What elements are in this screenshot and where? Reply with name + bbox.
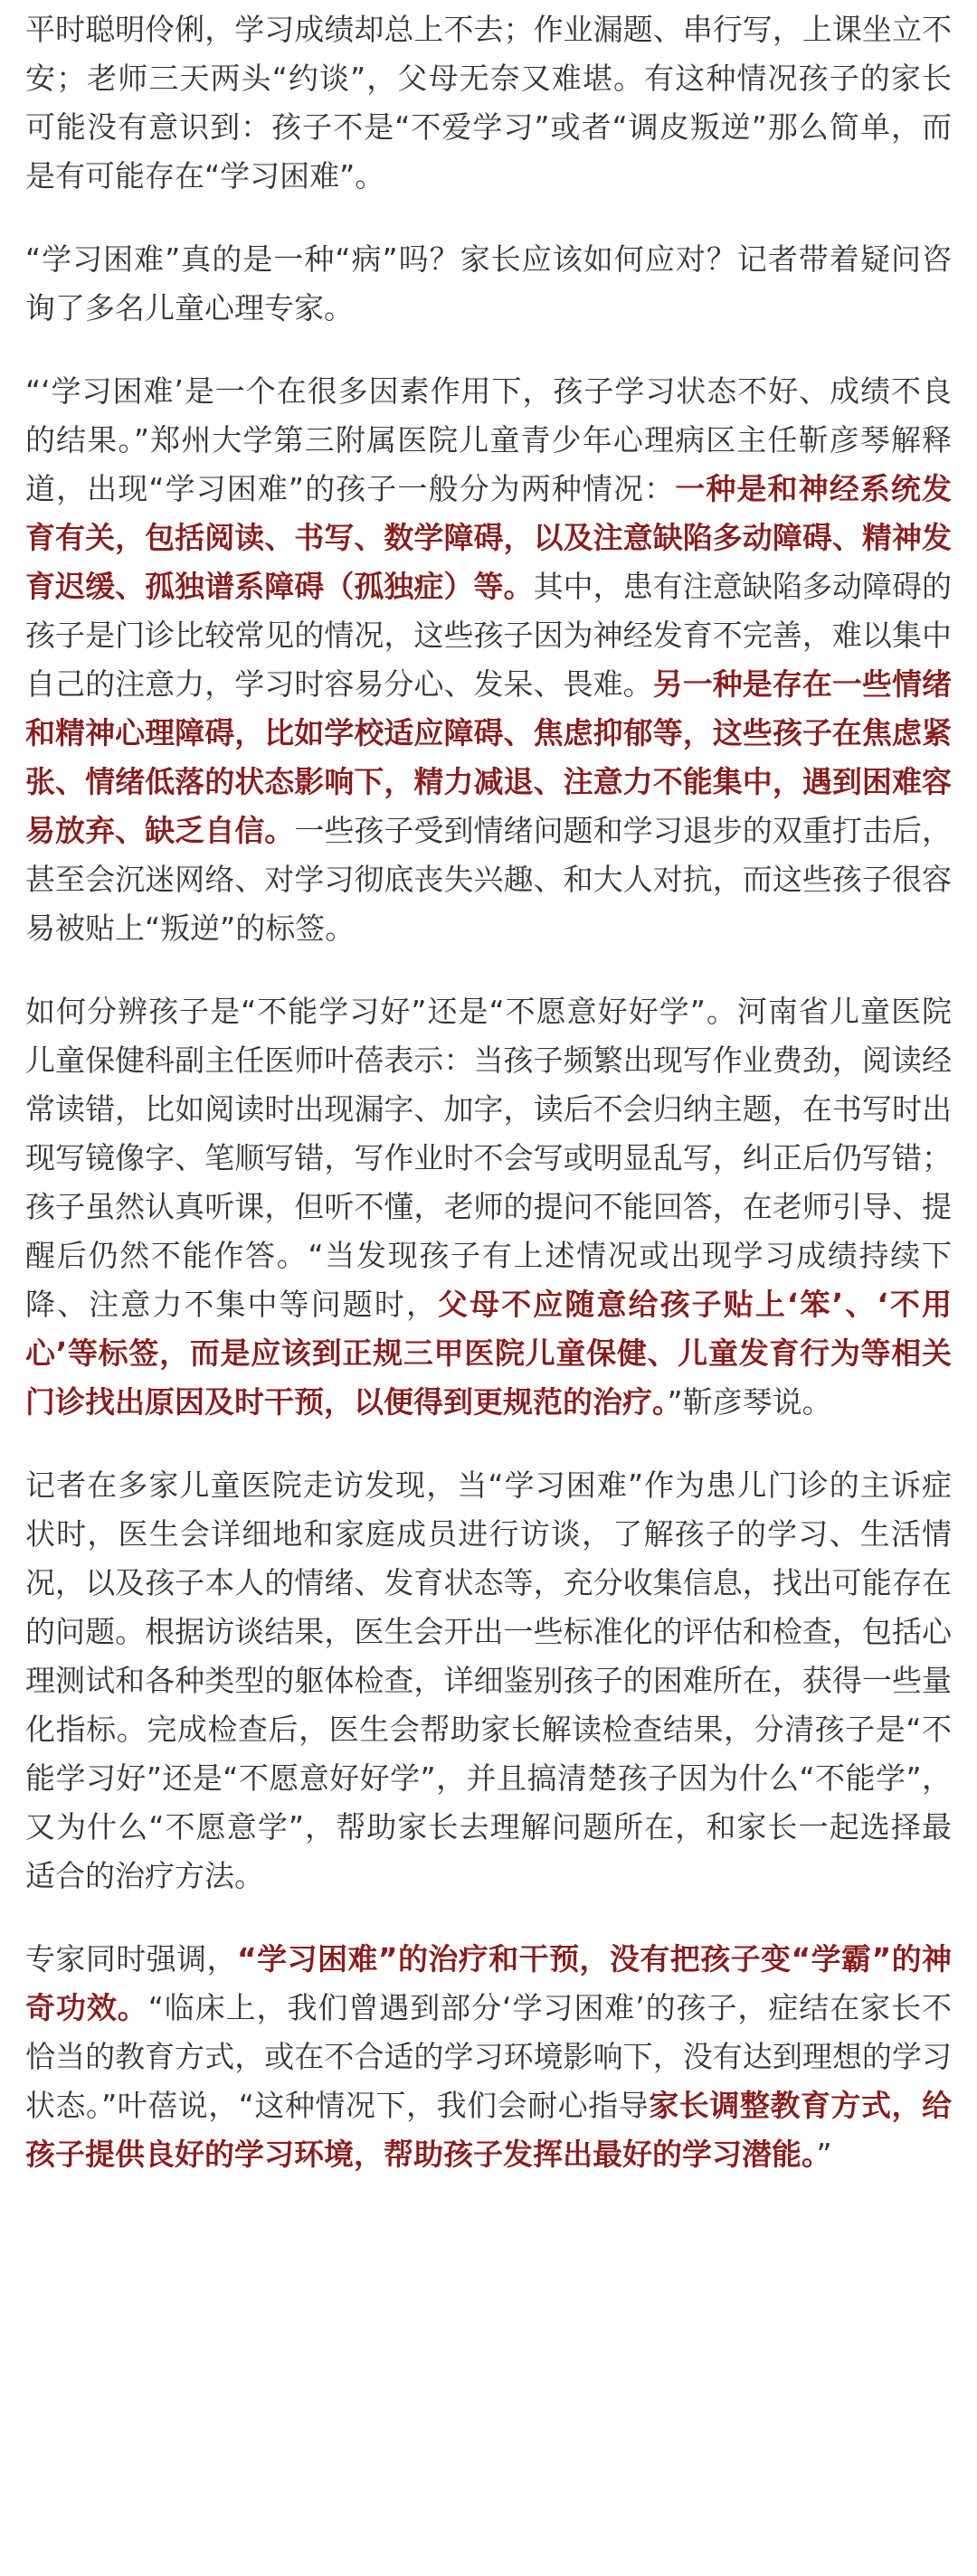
paragraph-text: “学习困难”真的是一种“病”吗？家长应该如何应对？记者带着疑问咨询了多名儿童心理专家。 xyxy=(25,241,952,326)
paragraph-text: 平时聪明伶俐，学习成绩却总上不去；作业漏题、串行写，上课坐立不安；老师三天两头“约谈”，父母无奈又难堪。有这种情况孩子的家长可能没有意识到：孩子不是“不爱学习”或者“调皮叛逆”那么简单，而是有可能存在“学习困难”。 xyxy=(25,12,952,193)
paragraph-text: 其中，患有注意缺陷多动障碍的孩子是门诊比较常见的情况，这些孩子因为神经发育不完善，难以集中自己的注意力，学习时容易分心、发呆、畏难。 xyxy=(25,569,953,702)
highlight-text: 一种是和神经系统发育有关，包括阅读、书写、数学障碍，以及注意缺陷多动障碍、精神发育迟缓、孤独谱系障碍（孤独症）等。 xyxy=(25,471,952,604)
paragraph-text: “临床上，我们曾遇到部分‘学习困难’的孩子，症结在家长不恰当的教育方式，或在不合适的学习环境影响下，没有达到理想的学习状态。”叶蓓说，“这种情况下，我们会耐心指导 xyxy=(25,1990,953,2123)
paragraph-text: 如何分辨孩子是“不能学习好”还是“不愿意好好学”。河南省儿童医院儿童保健科副主任医师叶蓓表示：当孩子频繁出现写作业费劲，阅读经常读错，比如阅读时出现漏字、加字，读后不会归纳主题，在书写时出现写镜像字、笔顺写错，写作业时不会写或明显乱写，纠正后仍写错；孩子虽然认真听课，但听不懂，老师的提问不能回答，在老师引导、提醒后仍然不能作答。“当发现孩子有上述情况或出现学习成绩持续下降、注意力不集中等问题时， xyxy=(25,994,952,1322)
article-paragraph-4 xyxy=(25,987,952,1427)
article-paragraph-1 xyxy=(25,5,952,201)
article-paragraph-5 xyxy=(25,1461,952,1901)
highlight-text: “学习困难”的治疗和干预，没有把孩子变“学霸”的神奇功效。 xyxy=(25,1941,952,2025)
article-paragraph-2 xyxy=(25,235,952,333)
paragraph-text: 记者在多家儿童医院走访发现，当“学习困难”作为患儿门诊的主诉症状时，医生会详细地和家庭成员进行访谈，了解孩子的学习、生活情况，以及孩子本人的情绪、发育状态等，充分收集信息，找出可能存在的问题。根据访谈结果，医生会开出一些标准化的评估和检查，包括心理测试和各种类型的躯体检查，详细鉴别孩子的困难所在，获得一些量化指标。完成检查后，医生会帮助家长解读检查结果，分清孩子是“不能学习好”还是“不愿意好好学”，并且搞清楚孩子因为什么“不能学”，又为什么“不愿意学”，帮助家长去理解问题所在，和家长一起选择最适合的治疗方法。 xyxy=(25,1467,952,1893)
paragraph-text: ” xyxy=(816,2137,832,2172)
highlight-text: 家长调整教育方式，给孩子提供良好的学习环境，帮助孩子发挥出最好的学习潜能。 xyxy=(25,2088,952,2172)
paragraph-text: ”靳彦琴说。 xyxy=(667,1384,832,1420)
paragraph-text: “‘学习困难’是一个在很多因素作用下，孩子学习状态不好、成绩不良的结果。”郑州大学第三附属医院儿童青少年心理病区主任靳彦琴解释道，出现“学习困难”的孩子一般分为两种情况： xyxy=(25,373,952,506)
highlight-text: 另一种是存在一些情绪和精神心理障碍，比如学校适应障碍、焦虑抑郁等，这些孩子在焦虑紧张、情绪低落的状态影响下，精力减退、注意力不能集中，遇到困难容易放弃、缺乏自信。 xyxy=(25,666,953,848)
highlight-text: 父母不应随意给孩子贴上‘笨’、‘不用心’等标签，而是应该到正规三甲医院儿童保健、儿童发育行为等相关门诊找出原因及时干预，以便得到更规范的治疗。 xyxy=(25,1287,953,1420)
paragraph-text: 一些孩子受到情绪问题和学习退步的双重打击后，甚至会沉迷网络、对学习彻底丧失兴趣、和大人对抗，而这些孩子很容易被贴上“叛逆”的标签。 xyxy=(25,813,953,946)
paragraph-text: 专家同时强调， xyxy=(25,1941,237,1977)
article-paragraph-6 xyxy=(25,1935,952,2179)
article-paragraph-3 xyxy=(25,367,952,953)
